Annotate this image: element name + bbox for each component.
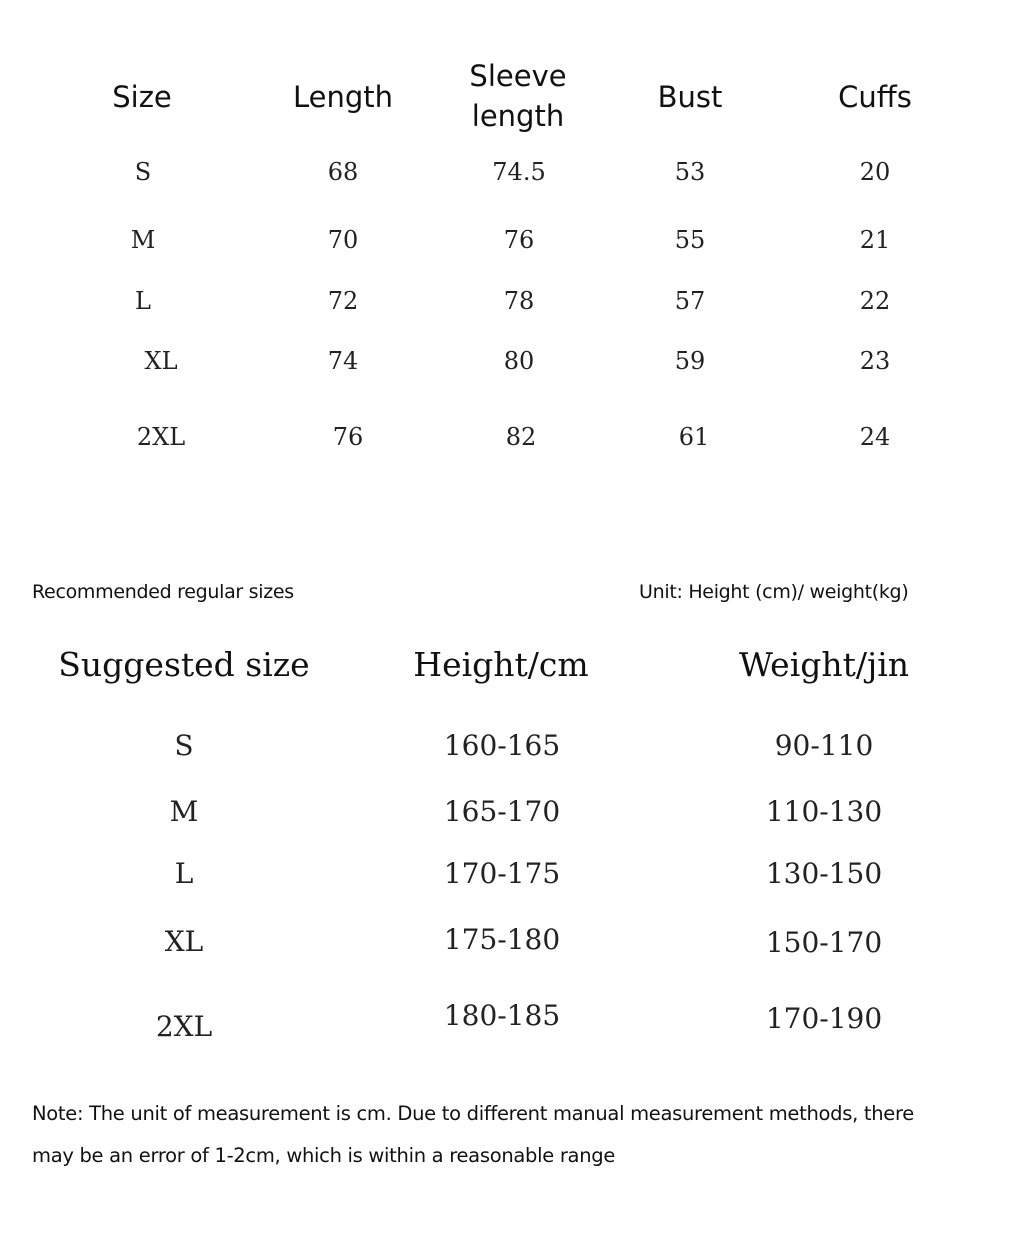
height-cell: 170-175	[443, 857, 561, 890]
header-bust: Bust	[657, 80, 723, 114]
header-weight: Weight/jin	[738, 645, 910, 684]
size-cell: L	[135, 287, 151, 315]
length-cell: 72	[327, 287, 359, 315]
sleeve-length-cell: 82	[505, 423, 537, 451]
bust-cell: 53	[674, 158, 706, 186]
unit-label: Unit: Height (cm)/ weight(kg)	[639, 581, 909, 603]
cuffs-cell: 22	[859, 287, 891, 315]
cuffs-cell: 20	[859, 158, 891, 186]
length-cell: 74	[327, 347, 359, 375]
height-cell: 180-185	[443, 999, 561, 1032]
weight-cell: 170-190	[765, 1002, 883, 1035]
length-cell: 70	[327, 226, 359, 254]
bust-cell: 57	[674, 287, 706, 315]
size-cell: 2XL	[136, 423, 186, 451]
suggested-size-cell: XL	[164, 925, 204, 958]
bust-cell: 61	[678, 423, 710, 451]
note-line-2: may be an error of 1-2cm, which is within a reasonable range	[32, 1144, 616, 1167]
sleeve-length-cell: 76	[503, 226, 535, 254]
header-size: Size	[112, 80, 172, 114]
height-cell: 165-170	[443, 795, 561, 828]
bust-cell: 59	[674, 347, 706, 375]
header-sleeve-length: Sleeve length	[469, 59, 567, 133]
height-cell: 160-165	[443, 729, 561, 762]
height-cell: 175-180	[443, 923, 561, 956]
header-length: Length	[292, 80, 394, 114]
cuffs-cell: 24	[859, 423, 891, 451]
weight-cell: 90-110	[774, 729, 874, 762]
cuffs-cell: 23	[859, 347, 891, 375]
suggested-size-cell: 2XL	[155, 1010, 213, 1043]
weight-cell: 130-150	[765, 857, 883, 890]
header-height: Height/cm	[413, 645, 589, 684]
suggested-size-cell: M	[169, 795, 199, 828]
weight-cell: 110-130	[765, 795, 883, 828]
length-cell: 68	[327, 158, 359, 186]
bust-cell: 55	[674, 226, 706, 254]
sleeve-length-cell: 78	[503, 287, 535, 315]
cuffs-cell: 21	[859, 226, 891, 254]
length-cell: 76	[332, 423, 364, 451]
note-line-1: Note: The unit of measurement is cm. Due to different manual measurement methods, there	[32, 1102, 914, 1125]
suggested-size-cell: L	[174, 857, 194, 890]
sleeve-length-cell: 74.5	[492, 158, 546, 186]
weight-cell: 150-170	[765, 926, 883, 959]
header-cuffs: Cuffs	[838, 80, 912, 114]
suggested-size-cell: S	[174, 729, 194, 762]
recommended-sizes-title: Recommended regular sizes	[32, 581, 294, 603]
size-cell: XL	[144, 347, 178, 375]
size-cell: M	[130, 226, 156, 254]
size-cell: S	[134, 158, 152, 186]
header-suggested-size: Suggested size	[58, 645, 310, 684]
sleeve-length-cell: 80	[503, 347, 535, 375]
